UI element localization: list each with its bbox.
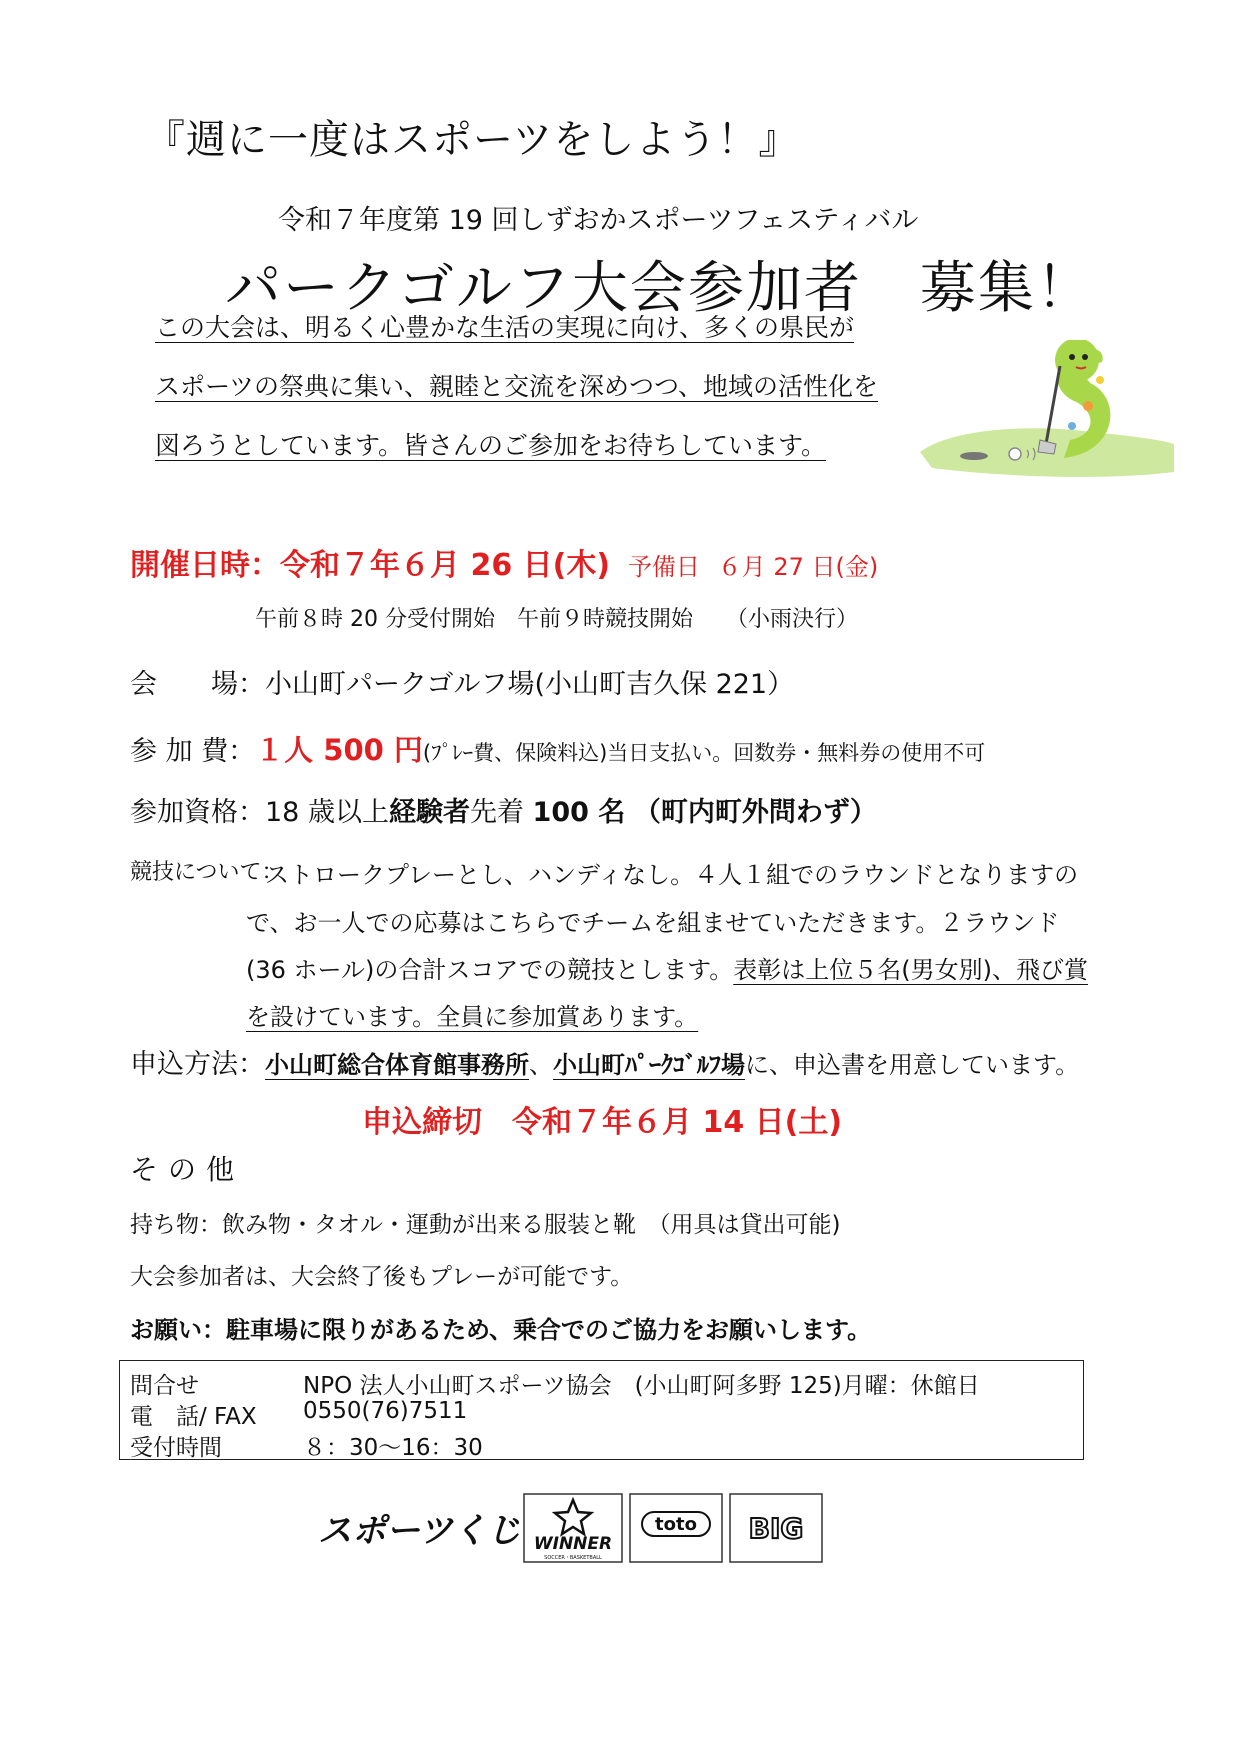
fee-note: (ﾌﾟﾚｰ費、保険料込)当日支払い。回数券・無料券の使用不可 — [422, 741, 986, 765]
competition-line-2: で、お一人での応募はこちらでチームを組ませていただきます。２ラウンド — [246, 909, 1060, 937]
qualification-scope: （町内町外問わず） — [633, 797, 877, 828]
event-time: 午前８時 20 分受付開始 午前９時競技開始 （小雨決行） — [255, 607, 858, 632]
toto-logo: toto — [655, 1514, 697, 1535]
apply-tail: に、申込書を用意しています。 — [745, 1051, 1080, 1079]
winner-logo-subtext: SOCCER・BASKETBALL — [544, 1555, 602, 1561]
competition-line-3a: (36 ホール)の合計スコアでの競技とします。 — [246, 956, 734, 984]
deadline: 申込締切 令和７年６月 14 日(土) — [362, 1105, 843, 1140]
apply-label: 申込方法： — [130, 1049, 265, 1080]
fee-amount: １人 500 円 — [255, 733, 423, 767]
qualification-first-come: 先着 — [469, 797, 524, 828]
other-heading: その他 — [130, 1153, 245, 1186]
date-label: 開催日時： — [130, 548, 280, 583]
contact-label-phone: 電 話/ FAX — [130, 1404, 257, 1430]
qualification-age: 18 歳以上 — [265, 797, 389, 828]
apply-place-2: 小山町ﾊﾟｰｸｺﾞﾙﾌ場 — [553, 1051, 745, 1079]
apply-sep: 、 — [529, 1051, 553, 1079]
spare-date: ６月 27 日(金) — [717, 553, 879, 581]
main-title: パークゴルフ大会参加者 募集！ — [225, 256, 1094, 321]
intro-line-1: この大会は、明るく心豊かな生活の実現に向け、多くの県民が — [155, 313, 855, 342]
qualification-count: 100 名 — [532, 797, 626, 828]
competition-line-3 — [246, 950, 1088, 985]
sports-kuji-logo: スポーツくじ — [318, 1511, 521, 1551]
qualification-experienced: 経験者 — [388, 797, 470, 828]
event-date: 令和７年６月 26 日(木) — [280, 548, 611, 583]
competition-line-3b: 表彰は上位５名(男女別)、飛び賞 — [733, 956, 1088, 984]
slogan: 『週に一度はスポーツをしよう！』 — [145, 117, 800, 163]
spare-date-label: 予備日 — [627, 553, 700, 581]
qualification-row — [130, 790, 877, 829]
park-golf-mascot-illustration — [912, 340, 1174, 480]
fee-row — [130, 728, 985, 769]
intro-line-3: 図ろうとしています。皆さんのご参加をお待ちしています。 — [155, 431, 827, 460]
competition-label: 競技について： — [130, 860, 284, 885]
sports-lottery-logos — [318, 1492, 828, 1564]
contact-value-phone: 0550(76)7511 — [303, 1398, 468, 1424]
big-logo: BIG — [748, 1512, 804, 1545]
items-to-bring: 持ち物：飲み物・タオル・運動が出来る服装と靴 （用具は貸出可能) — [130, 1212, 841, 1238]
winner-logo-text: WINNER — [533, 1534, 613, 1554]
post-event-play: 大会参加者は、大会終了後もプレーが可能です。 — [130, 1264, 634, 1290]
event-date-row — [130, 540, 878, 584]
fee-label: 参 加 費： — [130, 736, 256, 767]
contact-label-hours: 受付時間 — [130, 1435, 222, 1461]
venue-row — [130, 662, 794, 701]
apply-row — [130, 1042, 1079, 1081]
qualification-label: 参加資格： — [130, 797, 265, 828]
apply-place-1: 小山町総合体育館事務所 — [265, 1051, 529, 1079]
venue-label: 会 場： — [130, 669, 265, 700]
competition-line-1: ストロークプレーとし、ハンディなし。４人１組でのラウンドとなりますの — [265, 861, 1079, 889]
intro-line-2: スポーツの祭典に集い、親睦と交流を深めつつ、地域の活性化を — [155, 372, 879, 401]
contact-box — [119, 1360, 1084, 1460]
event-subtitle: 令和７年度第 19 回しずおかスポーツフェスティバル — [278, 205, 919, 236]
contact-label-inquiry: 問合せ — [130, 1373, 199, 1399]
parking-request: お願い：駐車場に限りがあるため、乗合でのご協力をお願いします。 — [130, 1316, 872, 1344]
venue-value: 小山町パークゴルフ場(小山町吉久保 221） — [265, 669, 795, 700]
competition-line-4: を設けています。全員に参加賞あります。 — [246, 1003, 699, 1031]
contact-value-inquiry: NPO 法人小山町スポーツ協会 (小山町阿多野 125)月曜：休館日 — [303, 1373, 980, 1399]
contact-value-hours: ８：30～16：30 — [303, 1435, 483, 1461]
